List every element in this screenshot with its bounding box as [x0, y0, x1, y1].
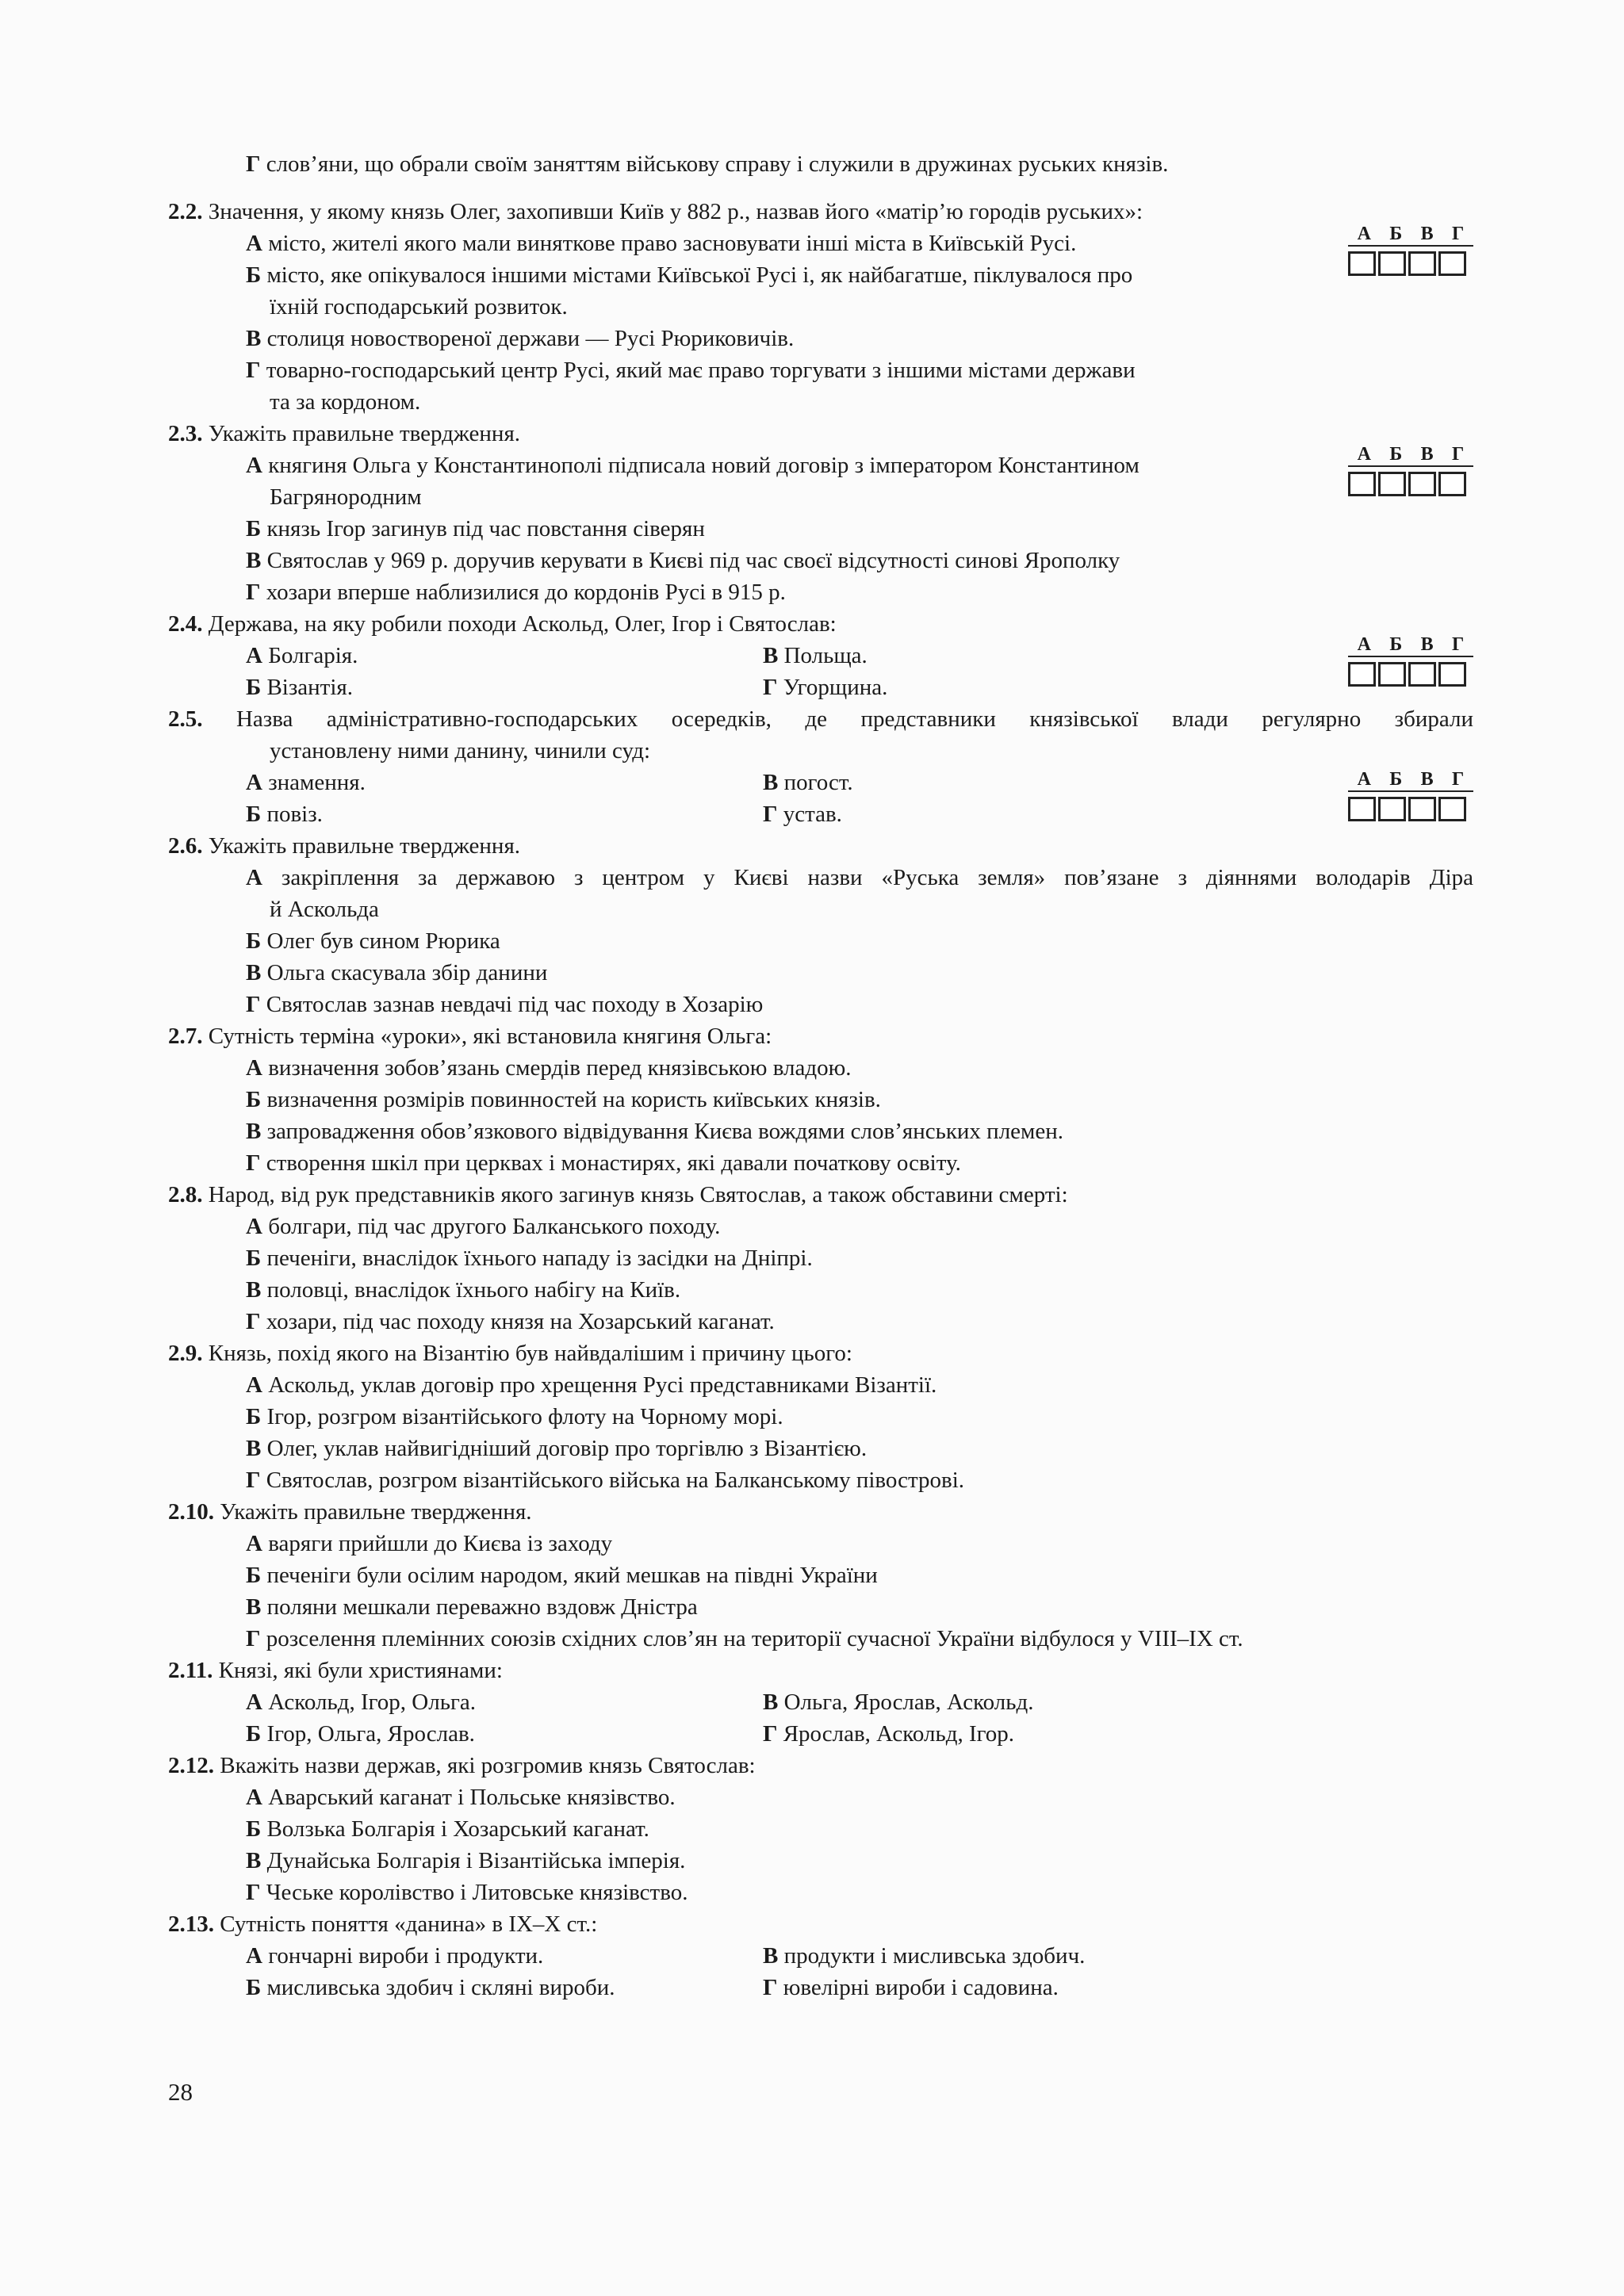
answer-checkbox[interactable]: [1348, 251, 1376, 276]
question-number: 2.12.: [168, 1753, 214, 1778]
answer-option: [246, 1433, 867, 1464]
answer-checkbox[interactable]: [1378, 662, 1406, 687]
answer-checkbox[interactable]: [1408, 797, 1436, 821]
line-text: варяги прийшли до Києва із заходу: [262, 1531, 613, 1556]
question-number: 2.7.: [168, 1024, 203, 1049]
answer-option: [246, 989, 763, 1020]
line-text: поляни мешкали переважно вздовж Дністра: [261, 1594, 698, 1620]
text-line: [270, 292, 568, 322]
answer-option: [246, 1370, 936, 1400]
option-letter: В: [246, 326, 262, 351]
option-letter: Б: [246, 262, 262, 288]
option-letter: Г: [246, 1150, 261, 1176]
answer-option: [246, 323, 794, 354]
answer-box-letter: А: [1357, 224, 1372, 244]
answer-checkbox[interactable]: [1438, 662, 1466, 687]
option-letter: А: [246, 865, 262, 890]
text-line: [270, 387, 420, 417]
line-text: їхній господарський розвиток.: [270, 294, 568, 320]
answer-box-letter: Б: [1389, 634, 1403, 655]
question-number: 2.3.: [168, 421, 203, 446]
answer-option: [246, 958, 547, 988]
option-letter: В: [763, 1943, 779, 1969]
line-text: половці, внаслідок їхнього набігу на Київ.: [261, 1277, 681, 1303]
option-letter: Б: [246, 802, 262, 827]
answer-box-letters: [1348, 444, 1473, 467]
line-text: розселення племінних союзів східних слов’ян на території сучасної України відбулося у VIII–IX ст.: [260, 1626, 1243, 1651]
answer-box-letter: Г: [1451, 224, 1465, 244]
line-text: Значення, у якому князь Олег, захопивши Київ у 882 р., назвав його «матір’ю городів руських»:: [202, 199, 1143, 224]
answer-box: [1348, 634, 1473, 690]
line-text: Святослав у 969 р. доручив керувати в Києві під час своєї відсутності синові Ярополку: [261, 548, 1120, 573]
answer-box-letter: Б: [1389, 224, 1403, 244]
text-line: [270, 736, 650, 766]
line-text: Ігор, розгром візантійського флоту на Чорному морі.: [261, 1404, 783, 1429]
answer-box-letter: Б: [1389, 769, 1403, 790]
question-number: 2.5.: [168, 706, 203, 732]
answer-option: [246, 545, 1120, 576]
line-text: Аскольд, Ігор, Ольга.: [262, 1689, 476, 1715]
answer-option: [763, 672, 887, 702]
answer-option: [246, 149, 1168, 179]
answer-box-letters: [1348, 224, 1473, 247]
option-letter: В: [246, 1277, 262, 1303]
question-stem: [168, 1909, 597, 1939]
line-text: створення шкіл при церквах і монастирях, які давали початкову освіту.: [260, 1150, 961, 1176]
answer-box-letter: Г: [1451, 444, 1465, 465]
line-text: Святослав, розгром візантійського війська на Балканському півострові.: [260, 1468, 965, 1493]
answer-option: [763, 1687, 1034, 1717]
option-letter: Г: [246, 151, 261, 177]
answer-option: [763, 1973, 1059, 2003]
option-letter: Б: [246, 1563, 262, 1588]
option-letter: А: [246, 231, 262, 256]
line-text: Сутність поняття «данина» в IX–X ст.:: [214, 1911, 598, 1937]
line-text: Укажіть правильне твердження.: [214, 1499, 532, 1525]
answer-option: [763, 641, 868, 671]
answer-box-letter: Г: [1451, 769, 1465, 790]
line-text: Держава, на яку робили походи Аскольд, Олег, Ігор і Святослав:: [202, 611, 837, 637]
option-letter: Г: [763, 802, 778, 827]
answer-option: [246, 799, 323, 829]
option-letter: Г: [246, 1468, 261, 1493]
answer-box-letter: Г: [1451, 634, 1465, 655]
option-letter: Б: [246, 1087, 262, 1112]
question-stem: [168, 1021, 772, 1051]
option-letter: В: [246, 1594, 262, 1620]
option-letter: В: [246, 1848, 262, 1873]
answer-option: [246, 1941, 543, 1971]
option-letter: Г: [246, 1626, 261, 1651]
line-text: Князь, похід якого на Візантію був найвдалішим і причину цього:: [202, 1341, 852, 1366]
answer-option: [246, 1719, 475, 1749]
answer-option: [246, 1243, 813, 1273]
answer-option: [246, 1846, 685, 1876]
answer-option: [246, 1402, 783, 1432]
line-text: князь Ігор загинув під час повстання сіверян: [261, 516, 705, 541]
line-text: Угорщина.: [777, 675, 888, 700]
option-letter: Б: [246, 1975, 262, 2000]
line-text: Святослав зазнав невдачі під час походу в Хозарію: [260, 992, 764, 1017]
answer-box-letter: В: [1420, 634, 1434, 655]
option-letter: Г: [246, 1880, 261, 1905]
line-text: установлену ними данину, чинили суд:: [270, 738, 651, 763]
answer-option: [246, 228, 1076, 258]
option-letter: Б: [246, 675, 262, 700]
text-line: [270, 482, 422, 512]
answer-option: [246, 1148, 961, 1178]
question-stem: [168, 831, 520, 861]
line-text: Укажіть правильне твердження.: [202, 421, 521, 446]
answer-option: [763, 799, 842, 829]
line-text: визначення розмірів повинностей на користь київських князів.: [261, 1087, 881, 1112]
answer-checkbox[interactable]: [1348, 662, 1376, 687]
line-text: устав.: [777, 802, 842, 827]
option-letter: Г: [246, 358, 261, 383]
question-stem: [168, 1497, 532, 1527]
line-text: Князі, які були християнами:: [213, 1658, 503, 1683]
question-number: 2.4.: [168, 611, 203, 637]
option-letter: Б: [246, 1246, 262, 1271]
answer-box-letters: [1348, 634, 1473, 657]
answer-option: [246, 641, 358, 671]
line-text: Дунайська Болгарія і Візантійська імперія.: [261, 1848, 686, 1873]
question-number: 2.6.: [168, 833, 203, 859]
answer-option: [246, 450, 1139, 480]
option-letter: А: [246, 643, 262, 668]
answer-option: [246, 1529, 612, 1559]
option-letter: В: [763, 770, 779, 795]
answer-box-letter: А: [1357, 634, 1372, 655]
answer-checkbox[interactable]: [1348, 472, 1376, 496]
answer-option: [246, 1275, 680, 1305]
answer-checkbox[interactable]: [1408, 472, 1436, 496]
option-letter: Б: [246, 1721, 262, 1747]
answer-option: [246, 672, 353, 702]
option-letter: Г: [763, 675, 778, 700]
option-letter: Г: [246, 580, 261, 605]
option-letter: А: [246, 1943, 262, 1969]
line-text: й Аскольда: [270, 897, 379, 922]
answer-option: [246, 1814, 649, 1844]
line-text: Народ, від рук представників якого загинув князь Святослав, а також обставини смерті:: [202, 1182, 1068, 1207]
answer-option: [246, 1624, 1243, 1654]
answer-box-letter: В: [1420, 769, 1434, 790]
answer-option: [763, 767, 853, 798]
line-text: місто, яке опікувалося іншими містами Київської Русі і, як найбагатше, піклувалося про: [261, 262, 1133, 288]
line-text: Візантія.: [261, 675, 354, 700]
line-text: та за кордоном.: [270, 389, 421, 415]
answer-box-letter: А: [1357, 444, 1372, 465]
option-letter: А: [246, 1531, 262, 1556]
answer-box: [1348, 444, 1473, 499]
question-number: 2.2.: [168, 199, 203, 224]
option-letter: А: [246, 1689, 262, 1715]
answer-option: [763, 1941, 1085, 1971]
line-text: Болгарія.: [262, 643, 358, 668]
question-number: 2.11.: [168, 1658, 213, 1683]
question-number: 2.10.: [168, 1499, 214, 1525]
answer-checkbox[interactable]: [1378, 472, 1406, 496]
answer-option: [246, 1592, 698, 1622]
answer-option: [246, 1307, 775, 1337]
line-text: Сутність терміна «уроки», які встановила княгиня Ольга:: [202, 1024, 772, 1049]
line-text: Аскольд, уклав договір про хрещення Русі представниками Візантії.: [262, 1372, 937, 1398]
line-text: закріплення за державою з центром у Києві назви «Руська земля» пов’язане з діяннями володарів Діра: [262, 865, 1473, 890]
line-text: болгари, під час другого Балканського походу.: [262, 1214, 721, 1239]
line-text: Ігор, Ольга, Ярослав.: [261, 1721, 475, 1747]
answer-checkbox[interactable]: [1408, 251, 1436, 276]
answer-option: [246, 1782, 676, 1812]
answer-box-letters: [1348, 769, 1473, 792]
line-text: хозари вперше наблизилися до кордонів Русі в 915 р.: [260, 580, 786, 605]
answer-option: [246, 926, 500, 956]
question-number: 2.9.: [168, 1341, 203, 1366]
option-letter: В: [246, 1119, 262, 1144]
line-text: Назва адміністративно-господарських осередків, де представники князівської влади регулярно збирали: [202, 706, 1473, 732]
line-text: княгиня Ольга у Константинополі підписала новий договір з імператором Константином: [262, 453, 1139, 478]
question-stem: [168, 704, 1473, 734]
text-line: [270, 894, 379, 924]
line-text: місто, жителі якого мали виняткове право засновувати інші міста в Київській Русі.: [262, 231, 1077, 256]
answer-option: [246, 260, 1132, 290]
answer-box: [1348, 769, 1473, 825]
option-letter: Б: [246, 1816, 262, 1842]
answer-option: [246, 1085, 881, 1115]
line-text: Польща.: [778, 643, 868, 668]
answer-box: [1348, 224, 1473, 279]
answer-checkbox[interactable]: [1348, 797, 1376, 821]
question-stem: [168, 1180, 1068, 1210]
question-stem: [168, 1751, 756, 1781]
line-text: Вкажіть назви держав, які розгромив князь Святослав:: [214, 1753, 756, 1778]
option-letter: В: [246, 548, 262, 573]
answer-box-letter: А: [1357, 769, 1372, 790]
line-text: Ольга, Ярослав, Аскольд.: [778, 1689, 1034, 1715]
answer-checkbox[interactable]: [1378, 251, 1406, 276]
option-letter: Г: [763, 1975, 778, 2000]
line-text: Волзька Болгарія і Хозарський каганат.: [261, 1816, 649, 1842]
line-text: товарно-господарський центр Русі, який має право торгувати з іншими містами держави: [260, 358, 1136, 383]
answer-checkbox[interactable]: [1438, 472, 1466, 496]
line-text: запровадження обов’язкового відвідування Києва вождями слов’янських племен.: [261, 1119, 1064, 1144]
answer-option: [246, 863, 1473, 893]
line-text: Ярослав, Аскольд, Ігор.: [777, 1721, 1015, 1747]
option-letter: А: [246, 1214, 262, 1239]
answer-checkbox[interactable]: [1408, 662, 1436, 687]
option-letter: А: [246, 770, 262, 795]
line-text: мисливська здобич і скляні вироби.: [261, 1975, 615, 2000]
line-text: ювелірні вироби і садовина.: [777, 1975, 1059, 2000]
question-stem: [168, 197, 1143, 227]
option-letter: В: [246, 960, 262, 985]
line-text: Аварський каганат і Польське князівство.: [262, 1785, 676, 1810]
answer-checkbox[interactable]: [1438, 797, 1466, 821]
answer-option: [246, 767, 366, 798]
option-letter: А: [246, 453, 262, 478]
answer-option: [246, 1560, 878, 1590]
answer-option: [763, 1719, 1014, 1749]
option-letter: Б: [246, 928, 262, 954]
answer-option: [246, 355, 1136, 385]
answer-box-letter: В: [1420, 224, 1434, 244]
answer-option: [246, 1973, 615, 2003]
question-number: 2.8.: [168, 1182, 203, 1207]
option-letter: В: [763, 1689, 779, 1715]
line-text: повіз.: [261, 802, 323, 827]
answer-option: [246, 1687, 476, 1717]
question-stem: [168, 609, 837, 639]
answer-box-letter: Б: [1389, 444, 1403, 465]
option-letter: А: [246, 1785, 262, 1810]
answer-option: [246, 1211, 720, 1242]
option-letter: Г: [246, 992, 261, 1017]
line-text: Укажіть правильне твердження.: [202, 833, 521, 859]
answer-option: [246, 514, 705, 544]
line-text: гончарні вироби і продукти.: [262, 1943, 544, 1969]
line-text: знамення.: [262, 770, 366, 795]
option-letter: Б: [246, 1404, 262, 1429]
answer-checkbox[interactable]: [1378, 797, 1406, 821]
line-text: погост.: [778, 770, 853, 795]
line-text: печеніги, внаслідок їхнього нападу із засідки на Дніпрі.: [261, 1246, 813, 1271]
line-text: хозари, під час походу князя на Хозарський каганат.: [260, 1309, 775, 1334]
line-text: Ольга скасувала збір данини: [261, 960, 548, 985]
line-text: Олег був сином Рюрика: [261, 928, 500, 954]
line-text: печеніги були осілим народом, який мешкав на півдні України: [261, 1563, 878, 1588]
line-text: Багрянородним: [270, 484, 422, 510]
answer-option: [246, 577, 786, 607]
line-text: Чеське королівство і Литовське князівство.: [260, 1880, 688, 1905]
line-text: визначення зобов’язань смердів перед князівською владою.: [262, 1055, 852, 1081]
page-number: 28: [168, 2078, 193, 2106]
line-text: Олег, уклав найвигідніший договір про торгівлю з Візантією.: [261, 1436, 868, 1461]
line-text: слов’яни, що обрали своїм заняттям військову справу і служили в дружинах руських князів.: [260, 151, 1169, 177]
answer-option: [246, 1877, 688, 1908]
question-stem: [168, 419, 520, 449]
question-stem: [168, 1338, 852, 1368]
answer-box-letter: В: [1420, 444, 1434, 465]
option-letter: Г: [246, 1309, 261, 1334]
answer-checkbox[interactable]: [1438, 251, 1466, 276]
option-letter: В: [246, 1436, 262, 1461]
answer-option: [246, 1116, 1063, 1146]
line-text: столиця новоствореної держави — Русі Рюриковичів.: [261, 326, 795, 351]
option-letter: А: [246, 1372, 262, 1398]
line-text: продукти і мисливська здобич.: [778, 1943, 1086, 1969]
answer-option: [246, 1053, 852, 1083]
option-letter: Г: [763, 1721, 778, 1747]
option-letter: В: [763, 643, 779, 668]
option-letter: А: [246, 1055, 262, 1081]
answer-option: [246, 1465, 964, 1495]
question-stem: [168, 1655, 503, 1686]
option-letter: Б: [246, 516, 262, 541]
question-number: 2.13.: [168, 1911, 214, 1937]
